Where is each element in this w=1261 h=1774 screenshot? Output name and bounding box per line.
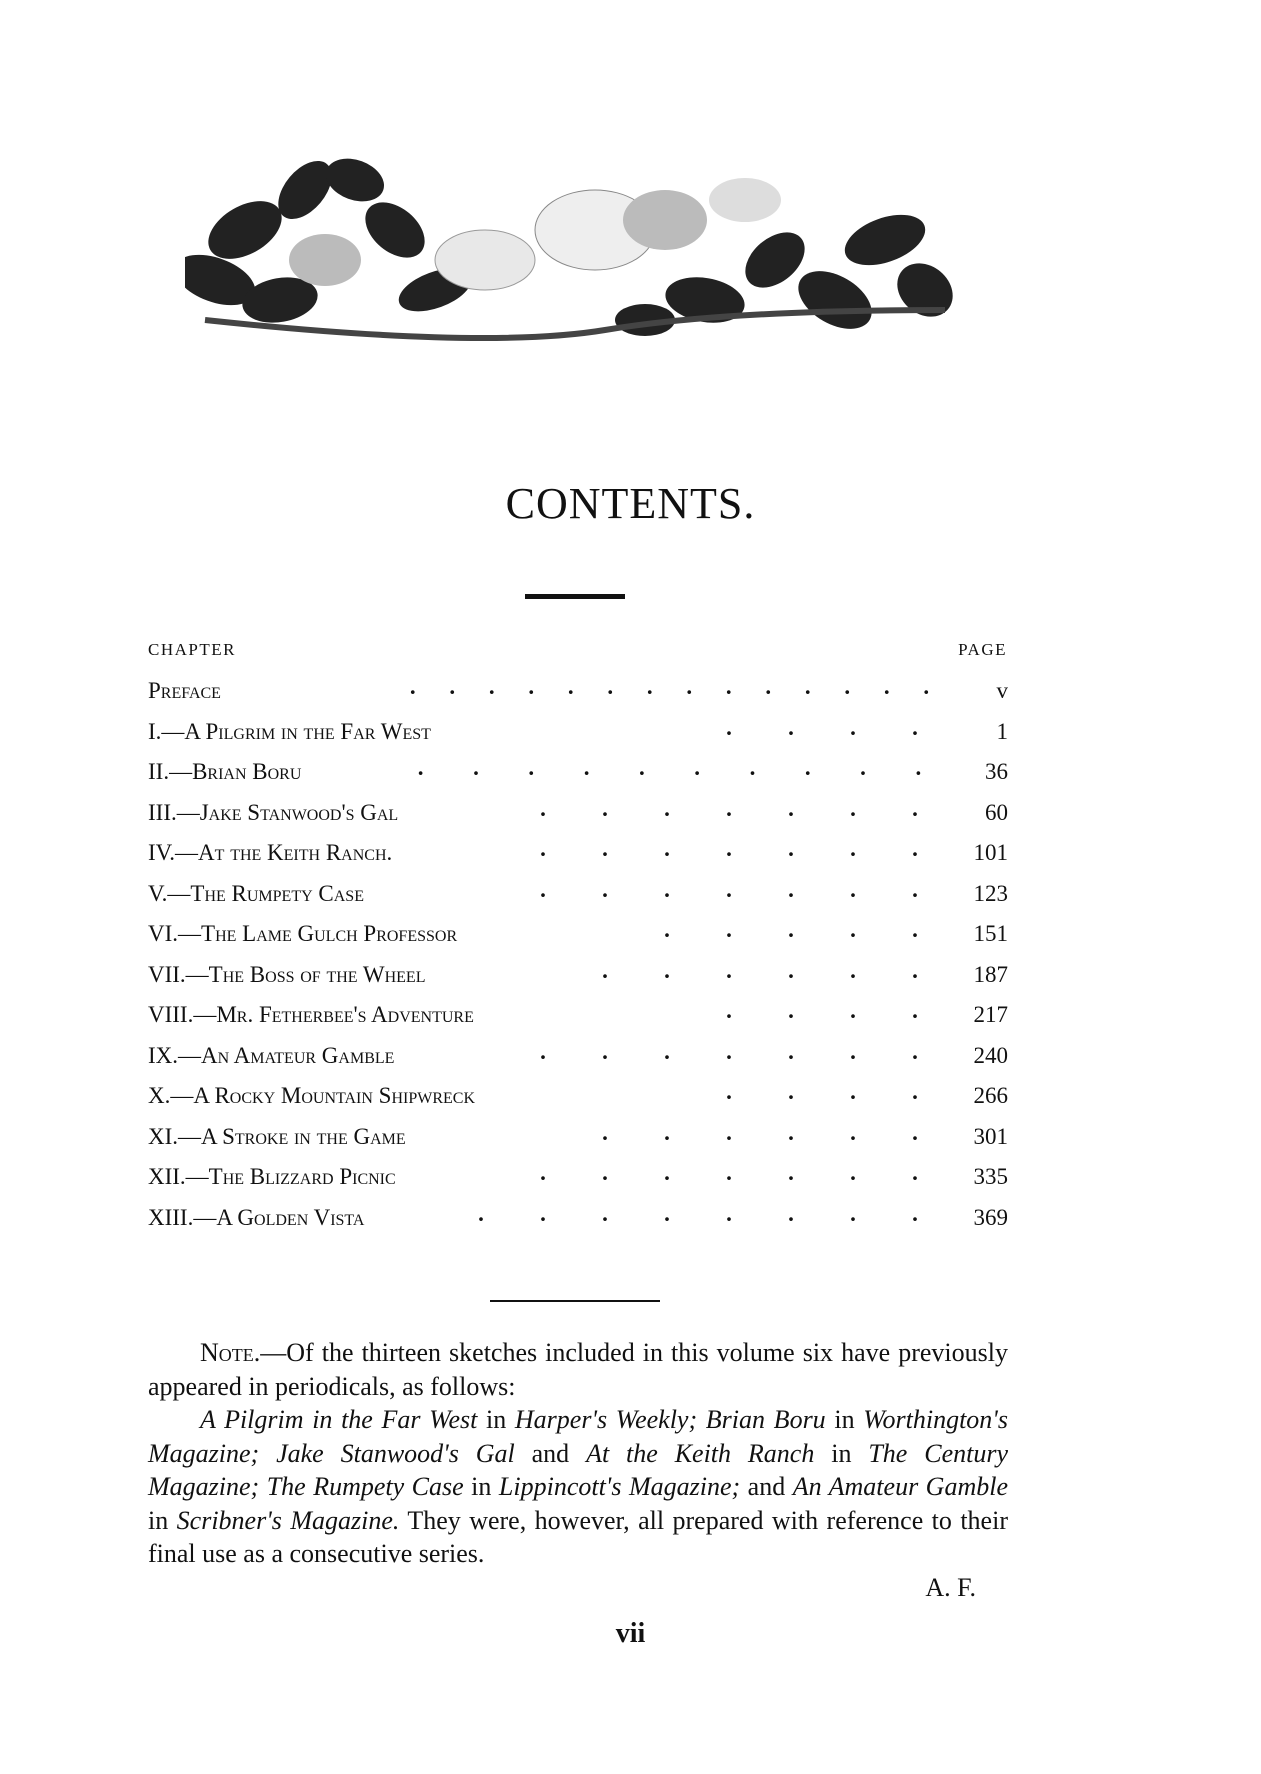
toc-page-number: 101 [973,840,1008,865]
toc-chapter-title: VI.—The Lame Gulch Professor [148,921,458,946]
note-text-fragment: in [148,1505,177,1535]
toc-row [148,1039,1008,1080]
toc-row [148,877,1008,918]
toc-chapter-title: XI.—A Stroke in the Game [148,1123,406,1149]
toc-row [148,674,1008,715]
toc-chapter-title: IX.—An Amateur Gamble [148,1042,395,1068]
work-title: The Rumpety Case [266,1472,464,1501]
toc-leader-dots: . . . . . . [602,957,918,983]
toc-page-number: 369 [973,1204,1008,1230]
toc-chapter-title: V.—The Rumpety Case [148,880,364,906]
note-text-fragment: in [814,1438,869,1468]
toc-row [148,1201,1008,1242]
note-lead: Note. [200,1338,261,1367]
note-intro [148,1336,1008,1403]
toc-leader-dots: . . . . . . . [540,836,918,861]
toc-row [148,998,1008,1039]
note-text-fragment: in [825,1405,864,1434]
note-text-fragment: and [514,1438,587,1468]
toc-leader-dots: . . . . [726,1079,918,1104]
toc-chapter-title: IV.—At the Keith Ranch. [148,840,393,865]
toc-chapter-title: XIII.—A Golden Vista [148,1204,365,1230]
toc-row [148,796,1008,837]
toc-row [148,1120,1008,1161]
toc-page-number: 217 [973,1002,1008,1027]
toc-chapter-title: II.—Brian Boru [148,759,302,784]
work-title: At the Keith Ranch [586,1438,815,1468]
toc-leader-dots: . . . . . . . [540,795,918,821]
note-text: —Of the thirteen sketches included in this volume six have previously appeared in periodicals, as follows: [148,1338,1008,1401]
toc-page-number: 1 [996,718,1008,744]
toc-page-number: 123 [973,880,1008,906]
toc-page-number: 335 [973,1164,1008,1189]
toc-page-number: 36 [985,759,1008,784]
toc-chapter-title: I.—A Pilgrim in the Far West [148,718,431,744]
chapter-heading: CHAPTER [148,640,236,659]
toc-leader-dots: . . . . [726,998,918,1023]
work-title: Lippincott's Magazine; [498,1472,741,1501]
toc-page-number: 266 [973,1083,1008,1108]
toc-leader-dots: . . . . . [664,917,918,942]
toc-row [148,1079,1008,1120]
work-title: Worthington's Magazine; [148,1405,1008,1468]
note-works [148,1403,1008,1571]
toc-chapter-title: Preface [148,678,221,703]
toc-row [148,836,1008,877]
toc-leader-dots: . . . . . . . . [478,1200,918,1226]
floral-ornament [185,150,955,360]
work-title: Jake Stanwood's Gal [276,1438,515,1468]
toc-chapter-title: VIII.—Mr. Fetherbee's Adventure [148,1002,474,1027]
table-of-contents [148,674,1008,1241]
note-text-fragment: in [477,1405,515,1434]
page-number: vii [615,1618,646,1649]
toc-leader-dots: . . . . [726,714,918,740]
signature: A. F. [925,1572,976,1602]
toc-page-number: 151 [973,921,1008,946]
toc-chapter-title: III.—Jake Stanwood's Gal [148,799,399,825]
toc-row [148,1160,1008,1201]
note-text-fragment: They were, however, all prepared with reference to their final use as a consecutive series. [148,1505,1008,1568]
section-rule [490,1300,660,1302]
page-title: CONTENTS. [505,479,756,528]
toc-row [148,755,1008,796]
toc-leader-dots: . . . . . . . [540,1038,918,1064]
toc-row [148,917,1008,958]
toc-row [148,715,1008,756]
toc-page-number: 187 [973,961,1008,987]
work-title: A Pilgrim in the Far West [200,1405,478,1434]
note-text-fragment [259,1439,276,1468]
toc-leader-dots: . . . . . . . . . . [417,755,922,780]
title-rule [525,594,625,599]
toc-leader-dots: . . . . . . . [540,876,918,902]
note [148,1336,1008,1604]
toc-page-number: 60 [985,799,1008,825]
toc-leader-dots: . . . . . . . [540,1160,918,1185]
toc-chapter-title: X.—A Rocky Mountain Shipwreck [148,1083,476,1108]
page-heading: PAGE [958,640,1007,659]
note-text-fragment: in [463,1472,499,1501]
toc-page-number: 240 [973,1042,1008,1068]
toc-header [148,640,1007,660]
toc-leader-dots: . . . . . . . . . . . . . . [409,674,930,699]
toc-row [148,958,1008,999]
note-text-fragment [259,1472,267,1501]
work-title: The Century Magazine; [148,1438,1008,1501]
toc-leader-dots: . . . . . . [602,1119,918,1145]
toc-page-number: v [996,678,1008,703]
note-text-fragment: and [740,1472,793,1501]
toc-page-number: 301 [973,1123,1008,1149]
toc-chapter-title: XII.—The Blizzard Picnic [148,1164,396,1189]
work-title: Scribner's Magazine. [176,1505,400,1535]
note-text-fragment [697,1405,706,1434]
work-title: Harper's Weekly; [514,1405,698,1434]
toc-chapter-title: VII.—The Boss of the Wheel [148,961,426,987]
work-title: An Amateur Gamble [792,1472,1008,1501]
work-title: Brian Boru [705,1405,826,1434]
